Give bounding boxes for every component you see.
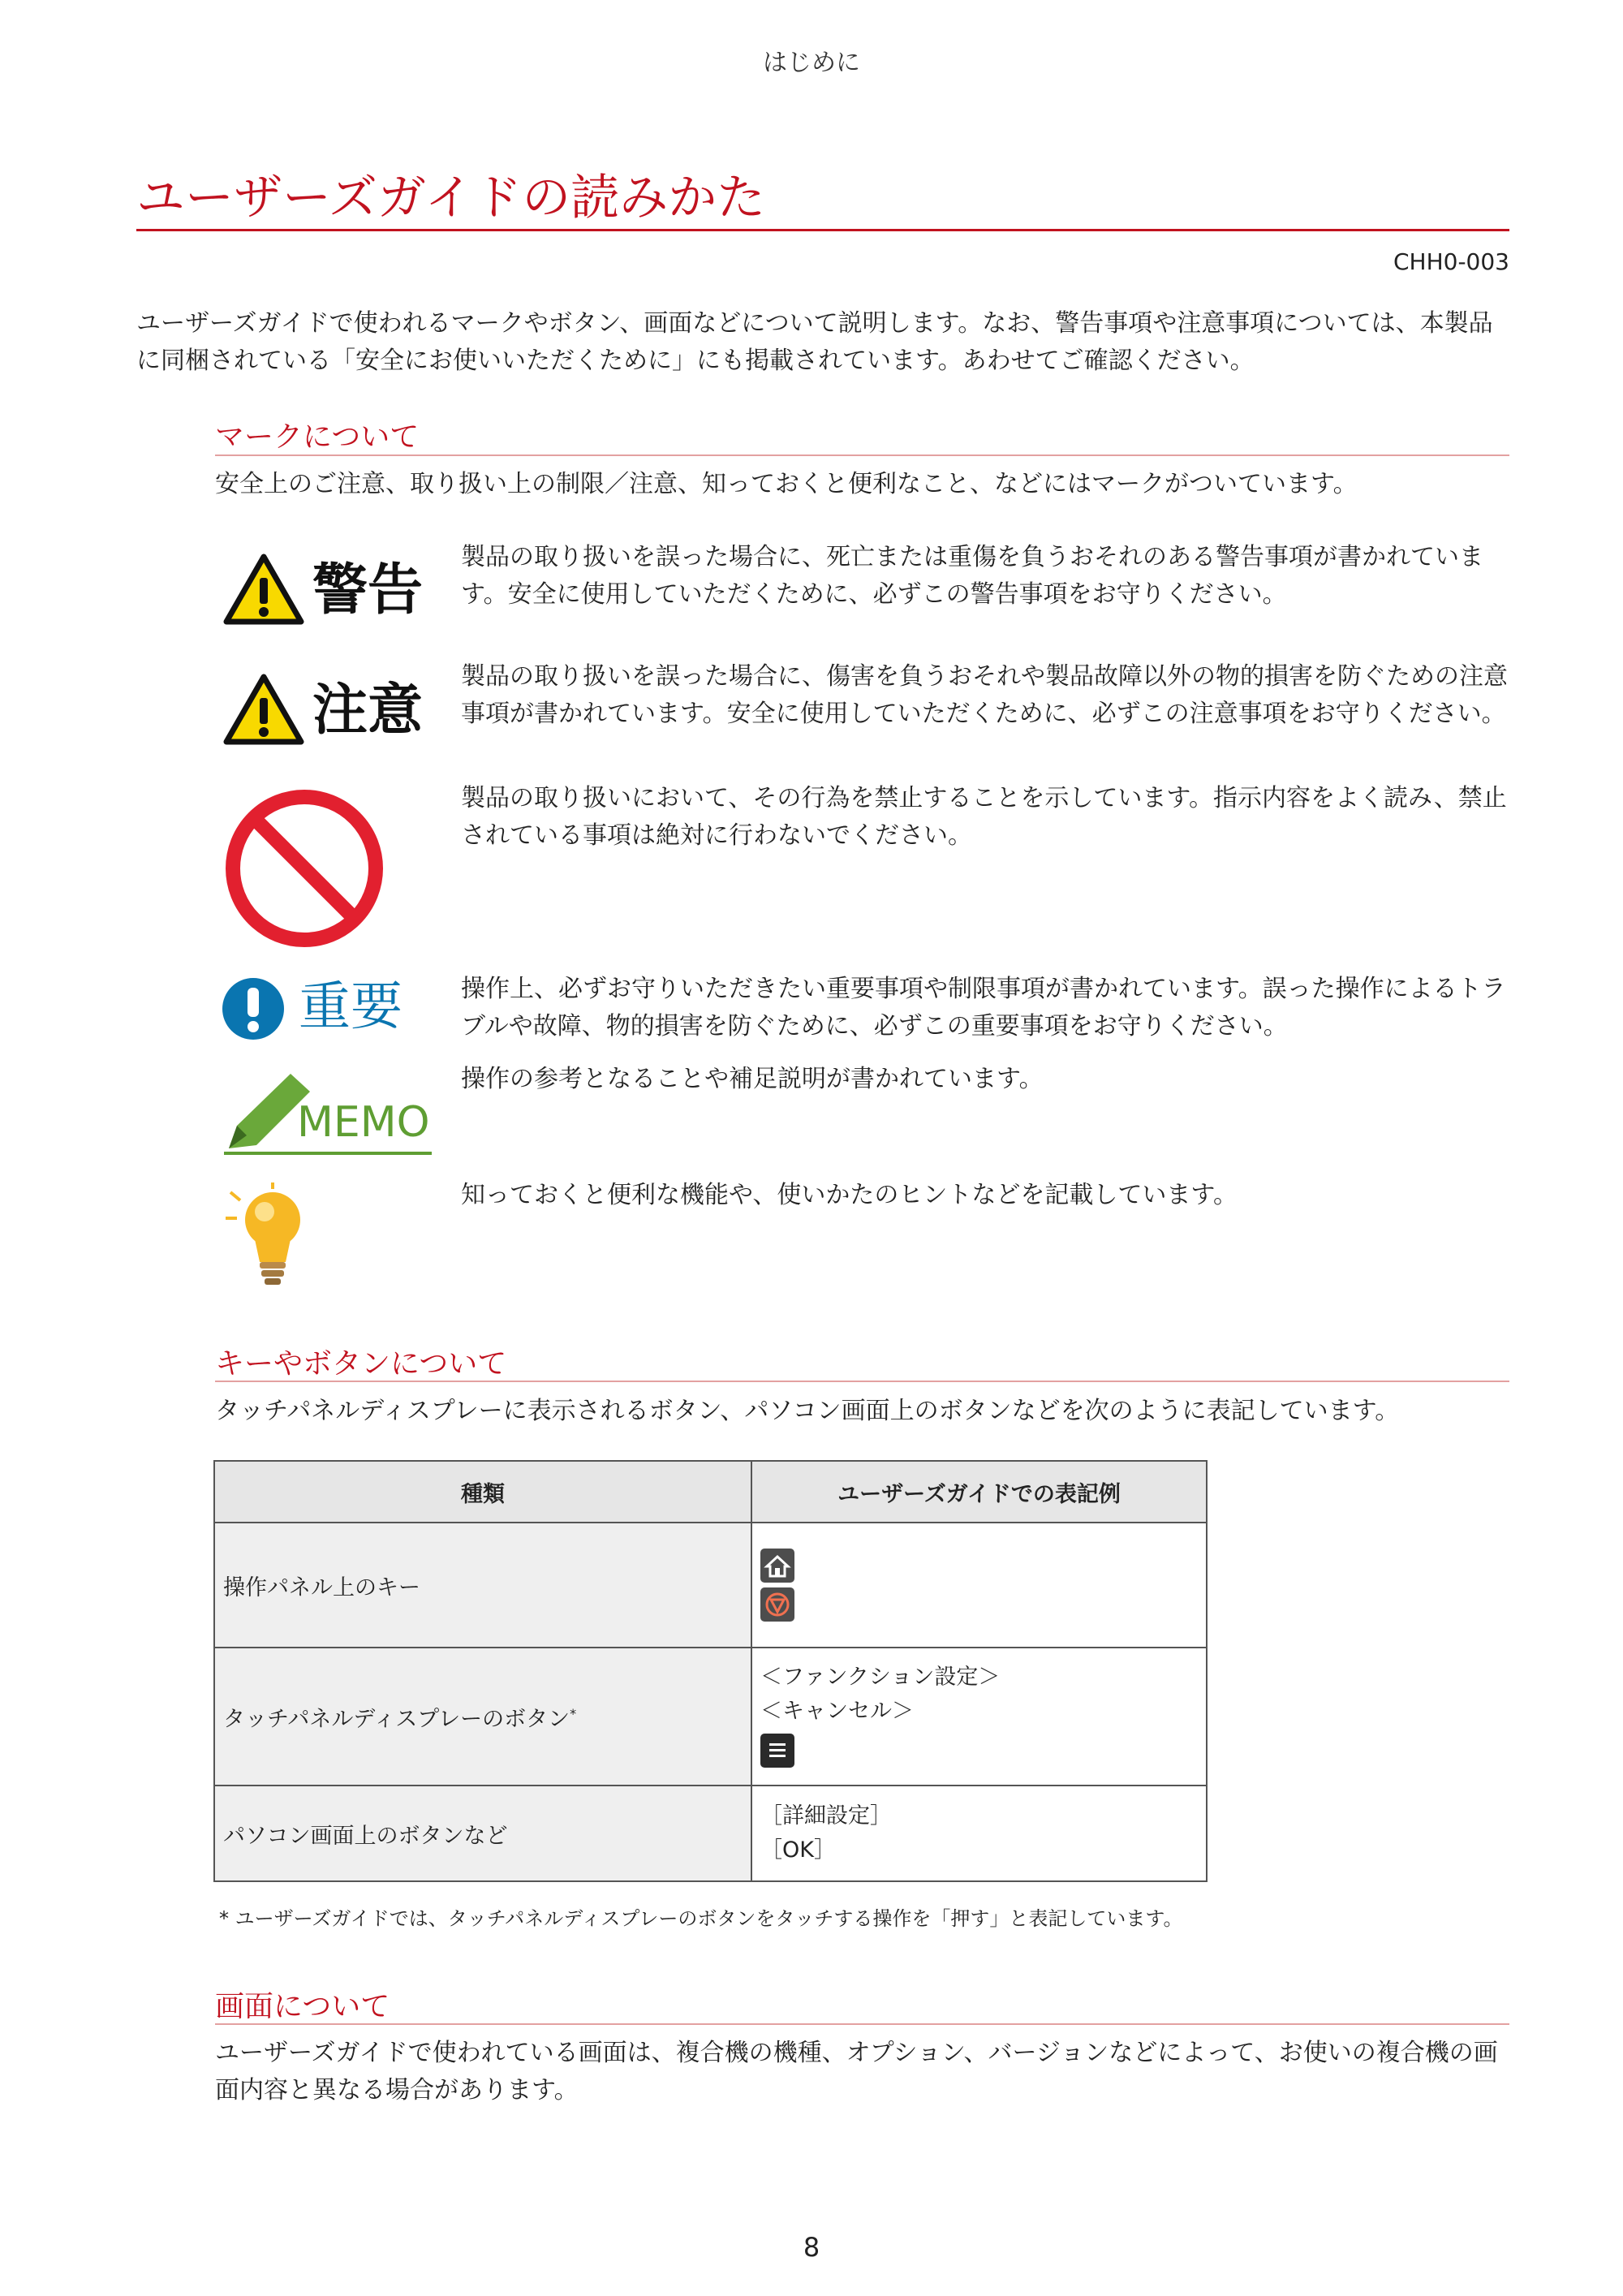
footnote-mark: *: [570, 1705, 577, 1721]
important-mark: [221, 976, 424, 1049]
example-cancel: ＜キャンセル＞: [760, 1699, 914, 1724]
important-label: 重要: [299, 977, 403, 1037]
example-function-settings: ＜ファンクション設定＞: [760, 1665, 1001, 1690]
title-divider: [136, 229, 1509, 231]
important-icon: [221, 976, 286, 1041]
table-footnote: * ユーザーズガイドでは、タッチパネルディスプレーのボタンをタッチする操作を「押す」と表記しています。: [219, 1907, 1183, 1930]
stop-key-icon: [760, 1587, 794, 1622]
table-header-row: [214, 1461, 1207, 1523]
table-row: [214, 1786, 1207, 1881]
table-header-example: ユーザーズガイドでの表記例: [751, 1461, 1207, 1523]
row-example-touch-panel: [751, 1648, 1207, 1786]
prohibited-mark: [223, 787, 385, 953]
table-row: [214, 1648, 1207, 1786]
section-heading-screens: 画面について: [215, 1990, 390, 2023]
warning-label: 警告: [312, 558, 424, 622]
row-type-panel-keys: 操作パネル上のキー: [214, 1523, 751, 1648]
section-divider: [215, 1381, 1509, 1382]
important-description: 操作上、必ずお守りいただきたい重要事項や制限事項が書かれています。誤った操作によるトラブルや故障、物的損害を防ぐために、必ずこの重要事項をお守りください。: [461, 975, 1506, 1040]
chapter-header: はじめに: [763, 49, 860, 77]
section-heading-keys: キーやボタンについて: [215, 1347, 507, 1381]
intro-paragraph: ユーザーズガイドで使われるマークやボタン、画面などについて説明します。なお、警告事項や注意事項については、本製品に同梱されている「安全にお使いいただくために」にも掲載されています。あわせてご確認ください。: [136, 309, 1493, 375]
caution-description: 製品の取り扱いを誤った場合に、傷害を負うおそれや製品故障以外の物的損害を防ぐための注意事項が書かれています。安全に使用していただくために、必ずこの注意事項をお守りください。: [461, 662, 1508, 728]
memo-description: 操作の参考となることや補足説明が書かれています。: [461, 1065, 1044, 1093]
tip-description: 知っておくと便利な機能や、使いかたのヒントなどを記載しています。: [461, 1181, 1238, 1209]
screens-paragraph: ユーザーズガイドで使われている画面は、複合機の機種、オプション、バージョンなどによって、お使いの複合機の画面内容と異なる場合があります。: [215, 2039, 1498, 2104]
lightbulb-icon: [219, 1181, 316, 1294]
page-title: ユーザーズガイドの読みかた: [136, 170, 766, 226]
menu-button-icon: [760, 1734, 794, 1768]
example-advanced-settings: ［詳細設定］: [760, 1803, 892, 1829]
section-heading-marks: マークについて: [215, 420, 420, 454]
section-divider: [215, 2023, 1509, 2025]
example-ok: ［OK］: [760, 1837, 836, 1863]
prohibited-icon: [223, 787, 385, 950]
tip-mark: [219, 1181, 316, 1298]
warning-description: 製品の取り扱いを誤った場合に、死亡または重傷を負うおそれのある警告事項が書かれています。安全に使用していただくために、必ずこの警告事項をお守りください。: [461, 543, 1483, 609]
row-example-panel-keys: [751, 1523, 1207, 1648]
table-row: [214, 1523, 1207, 1648]
home-key-icon: [760, 1549, 794, 1583]
section-divider: [215, 454, 1509, 456]
memo-mark: [219, 1067, 434, 1158]
table-header-type: 種類: [214, 1461, 751, 1523]
warning-mark: [223, 550, 426, 631]
prohibited-description: 製品の取り扱いにおいて、その行為を禁止することを示しています。指示内容をよく読み、禁止されている事項は絶対に行わないでください。: [461, 784, 1507, 850]
document-id: CHH0-003: [1393, 248, 1509, 275]
row-example-pc-buttons: [751, 1786, 1207, 1881]
notation-table: [213, 1460, 1208, 1882]
row-type-pc-buttons: パソコン画面上のボタンなど: [214, 1786, 751, 1881]
caution-label: 注意: [312, 678, 424, 743]
keys-lead: タッチパネルディスプレーに表示されるボタン、パソコン画面上のボタンなどを次のように表記しています。: [215, 1397, 1400, 1425]
row-type-touch-panel: タッチパネルディスプレーのボタン*: [214, 1648, 751, 1786]
memo-label: MEMO: [297, 1098, 430, 1147]
page-number: 8: [803, 2232, 820, 2263]
marks-lead: 安全上のご注意、取り扱い上の制限／注意、知っておくと便利なこと、などにはマークがついています。: [215, 470, 1358, 498]
caution-mark: [223, 670, 426, 752]
